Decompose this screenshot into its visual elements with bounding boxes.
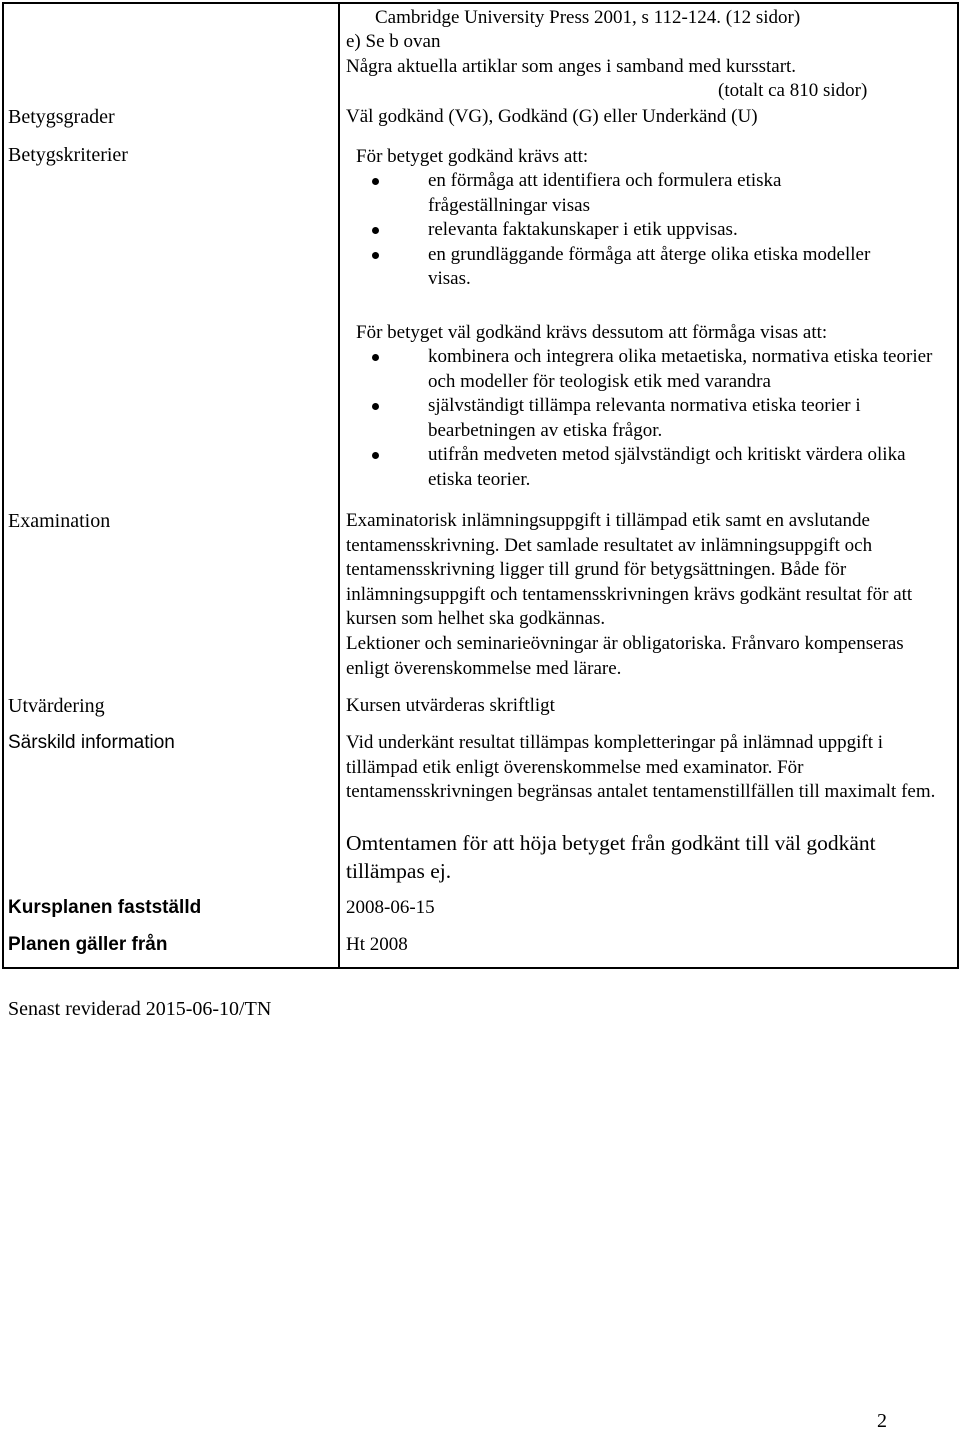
list-item: kombinera och integrera olika metaetiska, normativa etiska teorier och modeller för teologisk etik med varandra	[356, 345, 936, 394]
faststalld-value: 2008-06-15	[346, 897, 435, 918]
godkand-criteria-list	[356, 169, 896, 292]
godkand-intro: För betyget godkänd krävs att:	[356, 146, 589, 167]
examination-label: Examination	[8, 510, 111, 532]
examination-text: Examinatorisk inlämningsuppgift i tillämpad etik samt en avslutande tentamensskrivning. Det samlade resultatet av inlämningsuppgift och tentamensskrivning ligger till grund för betygsättningen. Både för inlämningsuppgift och tentamensskrivningen krävs godkänt resultat för att kursen som helhet ska godkännas.	[346, 510, 913, 629]
table-right-border	[957, 2, 959, 968]
sarskild-information-text-2: Omtentamen för att höja betyget från godkänt till väl godkänt tillämpas ej.	[346, 831, 876, 883]
list-item: relevanta faktakunskaper i etik uppvisas.	[356, 218, 896, 243]
table-left-border	[2, 2, 4, 968]
table-top-border	[2, 2, 959, 4]
betygsgrader-value: Väl godkänd (VG), Godkänd (G) eller Underkänd (U)	[346, 106, 758, 127]
list-item: en förmåga att identifiera och formulera etiska frågeställningar visas	[356, 169, 896, 218]
faststalld-label: Kursplanen fastställd	[8, 897, 202, 918]
bullet-icon	[372, 227, 379, 234]
vg-intro: För betyget väl godkänd krävs dessutom att förmåga visas att:	[356, 322, 828, 343]
literature-total: (totalt ca 810 sidor)	[718, 80, 868, 101]
bullet-icon	[372, 252, 379, 259]
utvardering-value: Kursen utvärderas skriftligt	[346, 695, 555, 716]
list-item: självständigt tillämpa relevanta normativa etiska teorier i bearbetningen av etiska frågor.	[356, 394, 936, 443]
bullet-icon	[372, 452, 379, 459]
betygskriterier-label: Betygskriterier	[8, 144, 128, 166]
sarskild-information-label: Särskild information	[8, 732, 175, 753]
revised-note: Senast reviderad 2015-06-10/TN	[8, 998, 272, 1020]
galler-fran-label: Planen gäller från	[8, 934, 168, 955]
table-column-divider	[338, 2, 340, 968]
bullet-icon	[372, 178, 379, 185]
bullet-icon	[372, 354, 379, 361]
utvardering-label: Utvärdering	[8, 695, 105, 717]
sarskild-information-text: Vid underkänt resultat tillämpas kompletteringar på inlämnad uppgift i tillämpad etik enligt överenskommelse med examinator. För tentamensskrivningen begränsas antalet tentamenstillfällen till maximalt fem.	[346, 732, 936, 802]
literature-line-1: Cambridge University Press 2001, s 112-124. (12 sidor)	[375, 7, 801, 28]
examination-text-2: Lektioner och seminarieövningar är obligatoriska. Frånvaro kompenseras enligt överenskommelse med lärare.	[346, 633, 904, 679]
list-item: utifrån medveten metod självständigt och kritiskt värdera olika etiska teorier.	[356, 443, 936, 492]
table-bottom-border	[2, 967, 959, 969]
literature-line-3: Några aktuella artiklar som anges i samband med kursstart.	[346, 56, 797, 77]
betygsgrader-label: Betygsgrader	[8, 106, 115, 128]
page-number: 2	[877, 1410, 887, 1432]
vg-criteria-list	[356, 345, 936, 492]
list-item: en grundläggande förmåga att återge olika etiska modeller visas.	[356, 243, 896, 292]
literature-line-2: e) Se b ovan	[346, 31, 441, 52]
bullet-icon	[372, 403, 379, 410]
galler-fran-value: Ht 2008	[346, 934, 408, 955]
